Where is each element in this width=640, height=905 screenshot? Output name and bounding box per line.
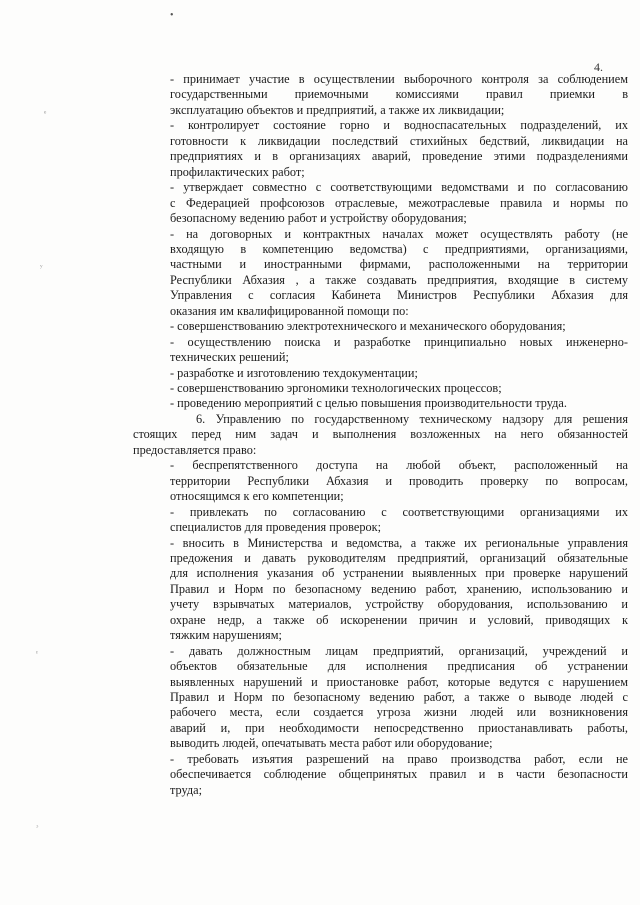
text-line: - привлекать по согласованию с соответствующими организациями их [170,504,628,519]
text-line: аварий и, при необходимости непосредственно приостанавливать работы, [170,720,628,735]
scan-mark: • [170,10,174,21]
text-line: - совершенствованию электротехнического и механического оборудования; [170,319,566,334]
text-line: - давать должностным лицам предприятий, организаций, учреждений и [170,643,628,658]
text-line: безопасному ведению работ и устройству оборудования; [170,211,467,226]
text-line: Управления с согласия Кабинета Министров Республики Абхазия для [170,288,628,303]
text-line: предоставляется право: [133,442,257,457]
scan-speck: ʸ [40,262,43,272]
text-line: готовности к ликвидации последствий стихийных бедствий, ликвидации на [170,133,628,148]
text-line: выводить людей, опечатывать места работ или оборудование; [170,736,493,751]
scan-speck: ᵉ [44,108,47,118]
text-line: оказания им квалифицированной помощи по: [170,303,409,318]
text-line: профилактических работ; [170,164,305,179]
text-line: труда; [170,782,203,797]
text-line: тяжким нарушениям; [170,628,282,643]
text-line: входящую в компетенцию ведомства) с предприятиями, организациями, [170,241,628,256]
text-line: стоящих перед ним задач и выполнения возложенных на него обязанностей [133,427,628,442]
text-line: охране недр, а также об искоренении причин и условий, приводящих к [170,612,628,627]
text-line: Правил и Норм по безопасному ведению работ, а также о выводе людей с [170,690,628,704]
text-line: - вносить в Министерства и ведомства, а также их региональные управления [170,535,628,550]
text-line: предприятиях и в организациях аварий, проведение этими подразделениями [170,149,628,164]
text-line: 6. Управлению по государственному техническому надзору для решения [196,411,628,426]
text-line: - осуществлению поиска и разработке принципиально новых инженерно- [170,334,628,349]
scan-speck: ᵋ [36,648,39,658]
text-line: - беспрепятственного доступа на любой объект, расположенный на [170,458,628,473]
text-line: - разработке и изготовлению техдокументации; [170,365,418,380]
text-line: специалистов для проведения проверок; [170,520,382,535]
page-number: 4. [594,60,603,74]
text-line: обеспечивается соблюдение общепринятых правил и в части безопасности [170,767,628,782]
text-line: эксплуатацию объектов и предприятий, а также их ликвидации; [170,102,505,117]
text-line: Правил и Норм по безопасному ведению работ, хранению, использованию и [170,581,628,596]
text-line: - принимает участие в осуществлении выборочного контроля за соблюдением [170,72,628,86]
text-line: частными и иностранными фирмами, расположенными на территории [170,257,628,272]
text-line: относящимся к его компетенции; [170,489,344,504]
text-line: выявленных нарушений и приостановке работ, которые ведутся с нарушением [170,674,628,689]
text-line: объектов обязательные для исполнения предписания об устранении [170,659,628,674]
text-line: Республики Абхазия , а также создавать предприятия, входящие в систему [170,272,628,287]
text-line: территории Республики Абхазия и проводить проверку по вопросам, [170,473,628,488]
text-line: учету взрывчатых материалов, устройству оборудования, использованию и [170,597,628,612]
text-line: - требовать изъятия разрешений на право производства работ, если не [170,751,628,766]
text-line: - совершенствованию эргономики технологических процессов; [170,381,502,395]
text-line: государственными приемочными комиссиями правил приемки в [170,87,628,102]
text-line: для исполнения указания об устранении выявленных при проверке нарушений [170,566,628,581]
text-line: - проведению мероприятий с целью повышения производительности труда. [170,396,567,411]
text-line: - контролирует состояние горно и водноспасательных подразделений, их [170,118,628,133]
text-line: - на договорных и контрактных началах может осуществлять работу (не [170,226,628,241]
text-line: технических решений; [170,350,289,365]
scan-speck: ᵓ [36,822,39,832]
text-line: с Федерацией профсоюзов отраслевые, межотраслевые правила и нормы по [170,195,628,210]
text-line: - утверждает совместно с соответствующими ведомствами и по согласованию [170,180,628,195]
text-line: предожения и давать руководителям предприятий, организаций обязательные [170,550,628,565]
text-line: рабочего места, если создается угроза жизни людей или возникновения [170,705,628,720]
